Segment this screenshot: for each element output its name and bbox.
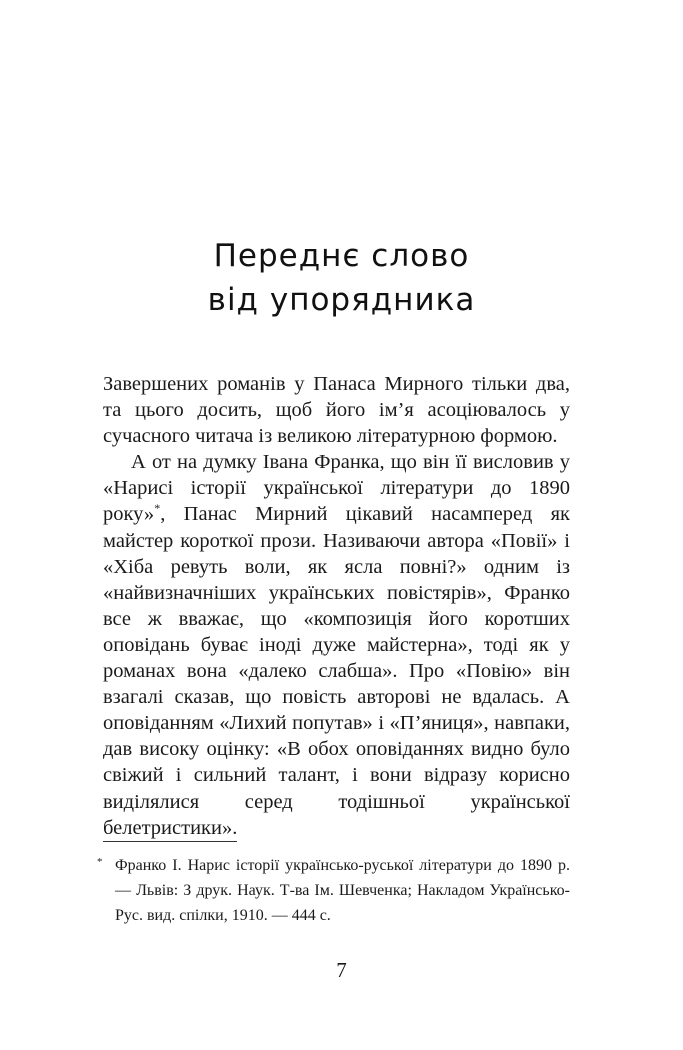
chapter-title-line-1: Переднє слово — [213, 238, 470, 274]
footnote-text: Франко І. Нарис історії українсько-руської літератури до 1890 р. — Львів: З друк. Наук. Т-ва Ім. Шевченка; Накладом Українсько-Рус. вид. спілки, 1910. — 444 с. — [115, 857, 570, 924]
footnote-divider — [103, 841, 237, 842]
paragraph-2-text-after-ref: , Панас Мирний цікавий насамперед як майстер короткої прози. Називаючи автора «Повії» і «Хіба ревуть воли, як ясла повні?» одним із «найвизначніших українських повістярів», Франко все ж вважає, що «композиція його коротших оповідань буває іноді дуже майстерна», тоді як у романах вона «далеко слабша». Про «Повію» він взагалі сказав, що повість авторові не вдалась. А оповіданням «Лихий попутав» і «П’яниця», навпаки, дав високу оцінку: «В обох оповіданнях видно було свіжий і сильний талант, і вони відразу корисно виділялися серед тодішньої української белетристики». — [103, 503, 570, 839]
footnote-marker: * — [97, 856, 103, 868]
footnote-reference: * — [154, 501, 161, 516]
page-number: 7 — [336, 958, 347, 982]
chapter-title-line-2: від упорядника — [207, 282, 476, 318]
paragraph-2-text-before-ref: А от на думку Івана Франка, що він її висловив у «Нарисі історії української літератури до 1890 року» — [103, 451, 570, 526]
footnote — [97, 853, 570, 928]
body-text — [103, 371, 570, 841]
paragraph-2 — [103, 449, 570, 840]
chapter-title — [0, 234, 683, 322]
paragraph-1: Завершених романів у Панаса Мирного тільки два, та цього досить, щоб його ім’я асоціювалось у сучасного читача із великою літературною формою. — [103, 373, 570, 448]
